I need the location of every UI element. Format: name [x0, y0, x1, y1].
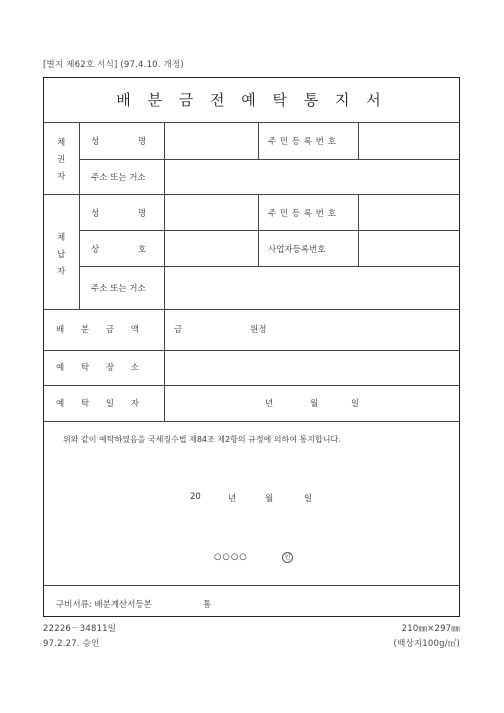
sign-date-year: 년 — [228, 494, 237, 504]
row-divider — [44, 585, 459, 586]
form-reference: [별지 제62호 서식] (97.4.10. 개정) — [43, 60, 184, 70]
delinquent-label-1: 체 — [57, 233, 66, 243]
taxpayer-label-3: 자 — [57, 172, 66, 182]
deposit-date-label: 예 탁 일 자 — [56, 399, 139, 409]
taxpayer-name-field[interactable] — [165, 123, 257, 158]
seal-icon: 인 — [282, 552, 293, 563]
taxpayer-resident-no-label: 주 민 등 록 번 호 — [268, 137, 337, 147]
taxpayer-name-label: 성 명 — [91, 137, 147, 147]
taxpayer-resident-no-field[interactable] — [359, 123, 458, 158]
deposit-date-year: 년 — [265, 399, 274, 409]
section-divider — [44, 309, 459, 310]
form-title: 배 분 금 전 예 탁 통 지 서 — [116, 91, 387, 109]
sign-date-day: 일 — [304, 494, 313, 504]
row-divider — [44, 421, 459, 422]
taxpayer-address-field[interactable] — [165, 160, 458, 193]
delinquent-name-label: 성 명 — [91, 209, 147, 219]
deposit-place-label: 예 탁 장 소 — [56, 363, 139, 373]
delinquent-address-field[interactable] — [165, 267, 458, 308]
deposit-date-day: 일 — [351, 399, 360, 409]
delinquent-address-label: 주소 또는 거소 — [91, 284, 146, 294]
deposit-date-month: 월 — [310, 399, 319, 409]
amount-label: 배 분 금 액 — [56, 325, 139, 335]
taxpayer-address-label: 주소 또는 거소 — [91, 173, 146, 183]
delinquent-trade-name-label: 상 호 — [91, 245, 147, 255]
notice-form — [43, 77, 460, 617]
delinquent-business-no-label: 사업자등록번호 — [268, 245, 326, 255]
field-col-divider — [258, 122, 259, 159]
taxpayer-label-1: 체 — [57, 138, 66, 148]
footer-approval: 97.2.27. 승인 — [43, 639, 100, 649]
amount-field[interactable] — [186, 313, 246, 347]
seal-mark — [282, 552, 293, 563]
delinquent-label-3: 자 — [57, 267, 66, 277]
delinquent-label-2: 납 — [57, 250, 66, 260]
signer-name: ○○○○ — [214, 552, 248, 562]
delinquent-resident-no-label: 주 민 등 록 번 호 — [268, 209, 337, 219]
delinquent-business-no-field[interactable] — [359, 231, 458, 265]
taxpayer-label-2: 권 — [57, 155, 66, 165]
deposit-date-field[interactable] — [165, 386, 458, 420]
amount-suffix: 원정 — [250, 325, 267, 335]
field-col-divider — [258, 194, 259, 266]
footer-paper-type: (백상지100g/㎡) — [393, 639, 460, 649]
delinquent-trade-name-field[interactable] — [165, 231, 257, 265]
sign-date-month: 월 — [265, 494, 274, 504]
delinquent-resident-no-field[interactable] — [359, 195, 458, 229]
sign-date-year-prefix: 20 — [190, 492, 201, 502]
footer-paper-size: 210㎜×297㎜ — [401, 624, 460, 634]
attachment-count: 통 — [203, 600, 212, 610]
delinquent-name-field[interactable] — [165, 195, 257, 229]
notice-text: 위와 같이 예탁하였음을 국세징수법 제84조 제2항의 규정에 의하여 통지합니다. — [63, 435, 341, 444]
label-col-divider — [79, 122, 80, 309]
footer-form-number: 22226－34811일 — [43, 624, 117, 634]
attachment-label: 구비서류: 배분계산서등본 — [56, 600, 152, 610]
deposit-place-field[interactable] — [165, 351, 458, 384]
amount-prefix: 금 — [174, 325, 183, 335]
